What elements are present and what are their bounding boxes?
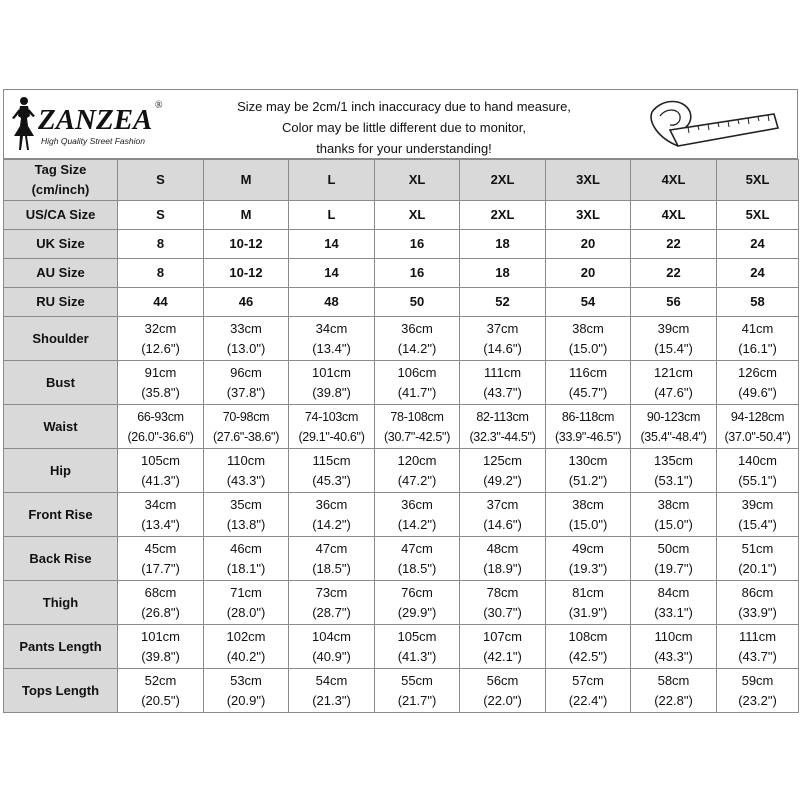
size-value-cell: S: [118, 201, 204, 230]
measurement-cm: 111cm: [483, 364, 522, 380]
measurement-inch: (21.3"): [312, 692, 351, 708]
measuring-tape-icon: [644, 94, 784, 156]
measurement-cell: [289, 493, 375, 537]
measurement-cell: [631, 317, 717, 361]
measurement-cm: 126cm: [737, 364, 778, 380]
size-value-cell: 4XL: [631, 201, 717, 230]
measurement-inch: (41.3"): [141, 472, 180, 488]
measurement-cell: [717, 493, 799, 537]
measurement-cm: 38cm: [572, 496, 604, 512]
size-value-cell: L: [289, 201, 375, 230]
tag-size-row: [4, 160, 799, 201]
pants-length-row: [4, 625, 799, 669]
measurement-inch: (43.7"): [738, 648, 777, 664]
measurement-cm: 38cm: [572, 320, 604, 336]
measurement-cm: 140cm: [737, 452, 778, 468]
measurement-cell: [118, 493, 204, 537]
measurement-cell: [118, 581, 204, 625]
measurement-cm: 38cm: [657, 496, 690, 512]
measurement-cm: 84cm: [657, 584, 690, 600]
notice-line-2: Color may be little different due to monitor,: [282, 120, 526, 135]
measurement-inch: (20.5"): [141, 692, 180, 708]
size-value-cell: 24: [717, 259, 799, 288]
size-value-cell: 14: [289, 259, 375, 288]
size-value-cell: 54: [546, 288, 631, 317]
measurement-inch: (18.5"): [397, 560, 437, 576]
measurement-cell: [460, 625, 546, 669]
measurement-cell: [118, 625, 204, 669]
measurement-cell: [460, 317, 546, 361]
measurement-inch: (27.6"-38.6"): [212, 429, 280, 444]
size-value-cell: 52: [460, 288, 546, 317]
measurement-cell: [717, 625, 799, 669]
measurement-inch: (29.9"): [397, 604, 437, 620]
measurement-cm: 45cm: [144, 540, 177, 556]
notice-line-1: Size may be 2cm/1 inch inaccuracy due to hand measure,: [237, 99, 571, 114]
measurement-cell: [631, 361, 717, 405]
measurement-cell: [289, 449, 375, 493]
measurement-cm: 135cm: [653, 452, 694, 468]
hip-row: [4, 449, 799, 493]
measurement-cm: 53cm: [230, 672, 262, 688]
measurement-cm: 120cm: [397, 452, 437, 468]
measurement-inch: (49.6"): [738, 384, 777, 400]
measurement-inch: (26.0"-36.6"): [127, 429, 194, 444]
measurement-inch: (31.9"): [568, 604, 608, 620]
measurement-inch: (19.7"): [654, 560, 693, 576]
tag-size-cell: S: [118, 160, 204, 201]
measurement-inch: (49.2"): [483, 472, 522, 488]
measurement-cm: 101cm: [311, 364, 352, 380]
measurement-cell: [289, 405, 375, 449]
measurement-notice: [184, 96, 624, 159]
tag-size-cell: XL: [375, 160, 460, 201]
measurement-cm: 94-128cm: [730, 409, 785, 424]
measurement-inch: (47.2"): [397, 472, 437, 488]
measurement-cell: [631, 625, 717, 669]
measurement-inch: (13.4"): [312, 340, 351, 356]
measurement-cm: 86-118cm: [561, 409, 615, 424]
pants-length-label: Pants Length: [4, 625, 118, 669]
measurement-cm: 50cm: [657, 540, 690, 556]
measurement-cell: [717, 449, 799, 493]
size-value-cell: 44: [118, 288, 204, 317]
measurement-cm: 36cm: [401, 496, 433, 512]
measurement-inch: (28.0"): [226, 604, 266, 620]
measurement-cell: [546, 537, 631, 581]
size-value-cell: 20: [546, 259, 631, 288]
size-value-cell: 16: [375, 259, 460, 288]
measurement-cm: 105cm: [397, 628, 437, 644]
measurement-cm: 104cm: [311, 628, 352, 644]
measurement-inch: (14.2"): [312, 516, 351, 532]
ru-size-label: RU Size: [4, 288, 118, 317]
back-rise-label: Back Rise: [4, 537, 118, 581]
measurement-cm: 78-108cm: [390, 409, 444, 424]
measurement-inch: (15.0"): [568, 340, 608, 356]
measurement-inch: (26.8"): [141, 604, 180, 620]
measurement-cm: 51cm: [741, 540, 774, 556]
measurement-cm: 41cm: [741, 320, 774, 336]
measurement-inch: (33.1"): [654, 604, 693, 620]
brand-logo: [8, 92, 168, 152]
measurement-inch: (35.8"): [141, 384, 180, 400]
measurement-cell: [204, 537, 289, 581]
size-value-cell: 10-12: [204, 259, 289, 288]
measurement-cm: 91cm: [144, 364, 177, 380]
measurement-cell: [546, 625, 631, 669]
measurement-inch: (16.1"): [738, 340, 777, 356]
size-value-cell: 58: [717, 288, 799, 317]
measurement-inch: (22.8"): [654, 692, 693, 708]
measurement-cell: [118, 449, 204, 493]
size-value-cell: XL: [375, 201, 460, 230]
measurement-inch: (15.0"): [568, 516, 608, 532]
measurement-cm: 130cm: [568, 452, 608, 468]
measurement-cm: 57cm: [572, 672, 604, 688]
measurement-inch: (13.8"): [226, 516, 266, 532]
measurement-cm: 71cm: [230, 584, 262, 600]
measurement-cell: [118, 405, 204, 449]
measurement-inch: (41.3"): [397, 648, 437, 664]
measurement-inch: (30.7"): [483, 604, 522, 620]
measurement-cm: 36cm: [401, 320, 433, 336]
measurement-cell: [717, 537, 799, 581]
size-value-cell: 18: [460, 259, 546, 288]
measurement-inch: (40.9"): [312, 648, 351, 664]
measurement-cm: 86cm: [741, 584, 774, 600]
measurement-inch: (14.6"): [483, 340, 522, 356]
measurement-cell: [375, 361, 460, 405]
measurement-cell: [631, 581, 717, 625]
measurement-cm: 81cm: [572, 584, 604, 600]
measurement-cell: [289, 669, 375, 713]
measurement-cell: [289, 361, 375, 405]
tag-size-label-line-1: Tag Size: [34, 162, 87, 177]
measurement-cell: [375, 669, 460, 713]
measurement-inch: (19.3"): [568, 560, 608, 576]
size-value-cell: 14: [289, 230, 375, 259]
measurement-cm: 58cm: [657, 672, 690, 688]
uk-size-label: UK Size: [4, 230, 118, 259]
tag-size-cell: 5XL: [717, 160, 799, 201]
size-value-cell: M: [204, 201, 289, 230]
measurement-cell: [460, 361, 546, 405]
measurement-cm: 74-103cm: [304, 409, 359, 424]
measurement-cell: [204, 493, 289, 537]
measurement-cm: 90-123cm: [646, 409, 701, 424]
measurement-inch: (21.7"): [397, 692, 437, 708]
measurement-cell: [289, 625, 375, 669]
measurement-inch: (29.1"-40.6"): [298, 429, 365, 444]
measurement-inch: (18.5"): [312, 560, 351, 576]
measurement-cm: 47cm: [401, 540, 433, 556]
measurement-inch: (30.7"-42.5"): [383, 429, 451, 444]
measurement-cm: 108cm: [568, 628, 608, 644]
brand-tagline: High Quality Street Fashion: [41, 136, 145, 146]
measurement-inch: (13.0"): [226, 340, 266, 356]
measurement-cm: 36cm: [315, 496, 348, 512]
thigh-row: [4, 581, 799, 625]
measurement-cm: 59cm: [741, 672, 774, 688]
back-rise-row: [4, 537, 799, 581]
tag-size-cell: 3XL: [546, 160, 631, 201]
measurement-cm: 78cm: [486, 584, 519, 600]
measurement-cell: [717, 317, 799, 361]
measurement-cell: [546, 669, 631, 713]
measurement-inch: (42.5"): [568, 648, 608, 664]
measurement-cell: [460, 493, 546, 537]
size-value-cell: 46: [204, 288, 289, 317]
registered-mark: ®: [155, 100, 163, 111]
measurement-inch: (39.8"): [141, 648, 180, 664]
measurement-inch: (20.9"): [226, 692, 266, 708]
measurement-cm: 73cm: [315, 584, 348, 600]
measurement-cm: 116cm: [568, 364, 608, 380]
size-value-cell: 8: [118, 230, 204, 259]
measurement-cell: [118, 317, 204, 361]
measurement-inch: (40.2"): [226, 648, 266, 664]
measurement-cell: [204, 361, 289, 405]
tag-size-label: [4, 160, 118, 201]
measurement-cell: [118, 669, 204, 713]
measurement-cm: 121cm: [653, 364, 694, 380]
measurement-cm: 68cm: [144, 584, 177, 600]
measurement-inch: (12.6"): [141, 340, 180, 356]
tag-size-label-line-2: (cm/inch): [31, 182, 90, 197]
measurement-cell: [375, 449, 460, 493]
au-size-row: [4, 259, 799, 288]
measurement-cell: [460, 405, 546, 449]
measurement-cell: [631, 537, 717, 581]
woman-silhouette-icon: [8, 92, 38, 154]
hip-label: Hip: [4, 449, 118, 493]
measurement-cell: [546, 317, 631, 361]
measurement-inch: (18.1"): [226, 560, 266, 576]
measurement-cell: [717, 669, 799, 713]
size-value-cell: 18: [460, 230, 546, 259]
tag-size-cell: L: [289, 160, 375, 201]
measurement-cell: [375, 625, 460, 669]
measurement-cell: [289, 581, 375, 625]
measurement-cm: 125cm: [482, 452, 523, 468]
measurement-cell: [375, 405, 460, 449]
measurement-cell: [546, 449, 631, 493]
measurement-inch: (42.1"): [483, 648, 522, 664]
measurement-cm: 105cm: [140, 452, 181, 468]
measurement-cell: [289, 317, 375, 361]
size-value-cell: 56: [631, 288, 717, 317]
tag-size-cell: 2XL: [460, 160, 546, 201]
measurement-cm: 82-113cm: [476, 409, 529, 424]
measurement-cell: [546, 493, 631, 537]
measurement-cm: 110cm: [654, 628, 693, 644]
measurement-cm: 55cm: [401, 672, 433, 688]
tag-size-cell: 4XL: [631, 160, 717, 201]
ru-size-row: [4, 288, 799, 317]
measurement-cm: 49cm: [572, 540, 604, 556]
measurement-cell: [375, 581, 460, 625]
notice-line-3: thanks for your understanding!: [316, 141, 492, 156]
measurement-inch: (18.9"): [483, 560, 522, 576]
measurement-cell: [289, 537, 375, 581]
size-value-cell: 24: [717, 230, 799, 259]
measurement-cell: [631, 669, 717, 713]
measurement-cell: [460, 449, 546, 493]
us-ca-size-label: US/CA Size: [4, 201, 118, 230]
measurement-cell: [460, 669, 546, 713]
tag-size-cell: M: [204, 160, 289, 201]
measurement-cell: [204, 405, 289, 449]
size-value-cell: 2XL: [460, 201, 546, 230]
measurement-cell: [204, 669, 289, 713]
measurement-inch: (43.7"): [483, 384, 522, 400]
uk-size-row: [4, 230, 799, 259]
measurement-cm: 47cm: [315, 540, 348, 556]
size-value-cell: 48: [289, 288, 375, 317]
measurement-inch: (13.4"): [141, 516, 180, 532]
measurement-cm: 32cm: [144, 320, 177, 336]
size-value-cell: 50: [375, 288, 460, 317]
measurement-inch: (22.4"): [568, 692, 608, 708]
measurement-inch: (47.6"): [654, 384, 693, 400]
measurement-inch: (23.2"): [738, 692, 777, 708]
measurement-inch: (22.0"): [483, 692, 522, 708]
measurement-inch: (55.1"): [738, 472, 777, 488]
measurement-cm: 66-93cm: [137, 409, 184, 424]
measurement-inch: (15.4"): [738, 516, 777, 532]
measurement-cm: 34cm: [144, 496, 177, 512]
measurement-cm: 39cm: [741, 496, 774, 512]
size-value-cell: 20: [546, 230, 631, 259]
measurement-cm: 101cm: [140, 628, 181, 644]
size-value-cell: 22: [631, 230, 717, 259]
measurement-cm: 115cm: [312, 452, 351, 468]
bust-row: [4, 361, 799, 405]
measurement-cm: 48cm: [486, 540, 519, 556]
thigh-label: Thigh: [4, 581, 118, 625]
shoulder-row: [4, 317, 799, 361]
size-value-cell: 16: [375, 230, 460, 259]
measurement-cm: 56cm: [486, 672, 519, 688]
measurement-cell: [375, 317, 460, 361]
measurement-cell: [118, 361, 204, 405]
measurement-cm: 76cm: [401, 584, 433, 600]
measurement-inch: (37.8"): [226, 384, 266, 400]
measurement-inch: (45.3"): [312, 472, 351, 488]
measurement-cell: [204, 581, 289, 625]
measurement-inch: (35.4"-48.4"): [640, 429, 707, 444]
measurement-cell: [717, 361, 799, 405]
measurement-inch: (33.9"-46.5"): [554, 429, 622, 444]
size-value-cell: 10-12: [204, 230, 289, 259]
measurement-inch: (14.2"): [397, 516, 437, 532]
tops-length-row: [4, 669, 799, 713]
measurement-inch: (51.2"): [568, 472, 608, 488]
measurement-cell: [204, 317, 289, 361]
tops-length-label: Tops Length: [4, 669, 118, 713]
measurement-cm: 52cm: [144, 672, 177, 688]
measurement-cm: 46cm: [230, 540, 262, 556]
measurement-cell: [204, 625, 289, 669]
measurement-cell: [717, 581, 799, 625]
us-ca-size-row: [4, 201, 799, 230]
au-size-label: AU Size: [4, 259, 118, 288]
measurement-cm: 35cm: [230, 496, 262, 512]
brand-name: ZANZEA: [38, 104, 153, 136]
measurement-inch: (33.9"): [738, 604, 777, 620]
size-chart-table: [3, 159, 799, 713]
measurement-cell: [460, 581, 546, 625]
waist-label: Waist: [4, 405, 118, 449]
measurement-cell: [546, 361, 631, 405]
measurement-inch: (20.1"): [738, 560, 777, 576]
measurement-cell: [717, 405, 799, 449]
measurement-cm: 111cm: [738, 628, 777, 644]
measurement-cm: 37cm: [486, 320, 519, 336]
measurement-inch: (14.2"): [397, 340, 437, 356]
measurement-cm: 54cm: [315, 672, 348, 688]
measurement-inch: (14.6"): [483, 516, 522, 532]
front-rise-row: [4, 493, 799, 537]
measurement-cm: 70-98cm: [222, 409, 270, 424]
measurement-cell: [546, 581, 631, 625]
measurement-cm: 37cm: [486, 496, 519, 512]
measurement-cm: 96cm: [230, 364, 262, 380]
size-value-cell: 3XL: [546, 201, 631, 230]
measurement-inch: (39.8"): [312, 384, 351, 400]
measurement-cell: [375, 537, 460, 581]
measurement-inch: (17.7"): [141, 560, 180, 576]
front-rise-label: Front Rise: [4, 493, 118, 537]
measurement-cell: [118, 537, 204, 581]
measurement-cm: 39cm: [657, 320, 690, 336]
size-value-cell: 22: [631, 259, 717, 288]
measurement-inch: (15.4"): [654, 340, 693, 356]
measurement-cm: 106cm: [397, 364, 437, 380]
measurement-inch: (41.7"): [397, 384, 437, 400]
measurement-cell: [631, 449, 717, 493]
measurement-inch: (15.0"): [654, 516, 693, 532]
waist-row: [4, 405, 799, 449]
measurement-cell: [631, 493, 717, 537]
measurement-cm: 34cm: [315, 320, 348, 336]
measurement-inch: (37.0"-50.4"): [724, 429, 791, 444]
measurement-inch: (32.3"-44.5"): [469, 429, 536, 444]
measurement-inch: (43.3"): [654, 648, 693, 664]
measurement-cell: [460, 537, 546, 581]
size-value-cell: 8: [118, 259, 204, 288]
measurement-cm: 33cm: [230, 320, 262, 336]
measurement-inch: (45.7"): [568, 384, 608, 400]
measurement-cell: [546, 405, 631, 449]
measurement-cm: 110cm: [226, 452, 266, 468]
measurement-cm: 102cm: [226, 628, 266, 644]
measurement-cell: [204, 449, 289, 493]
measurement-inch: (43.3"): [226, 472, 266, 488]
size-value-cell: 5XL: [717, 201, 799, 230]
measurement-cm: 107cm: [482, 628, 523, 644]
measurement-inch: (28.7"): [312, 604, 351, 620]
measurement-cell: [631, 405, 717, 449]
measurement-inch: (53.1"): [654, 472, 693, 488]
shoulder-label: Shoulder: [4, 317, 118, 361]
measurement-cell: [375, 493, 460, 537]
chart-header: [3, 89, 798, 159]
bust-label: Bust: [4, 361, 118, 405]
